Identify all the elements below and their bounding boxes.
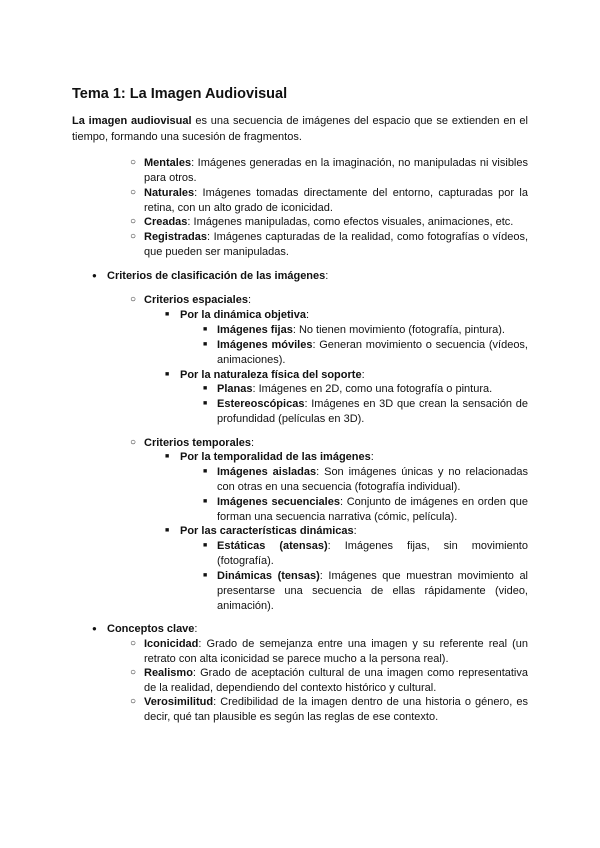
square-bullet-icon: ■: [165, 453, 170, 460]
page-title: Tema 1: La Imagen Audiovisual: [72, 86, 288, 102]
item-term: Criterios espaciales: [144, 294, 248, 306]
item-term: Por las características dinámicas: [180, 525, 354, 537]
item-text: : Imágenes capturadas de la realidad, como fotografías o vídeos, que pueden ser manipuladas.: [144, 231, 528, 258]
square-bullet-icon: ■: [203, 400, 208, 407]
list-item: [203, 539, 528, 569]
item-text: :: [325, 270, 329, 282]
list-item: [203, 323, 528, 338]
square-bullet-icon: ■: [203, 385, 208, 392]
item-term: Dinámicas (tensas): [217, 570, 320, 582]
item-term: Mentales: [144, 157, 192, 169]
item-text: : Grado de aceptación cultural de una imagen como representativa de la realidad, dependiendo del contexto histórico y cultural.: [144, 667, 528, 694]
item-term: Verosimilitud: [144, 696, 214, 708]
square-bullet-icon: ■: [165, 371, 170, 378]
item-text: :: [247, 294, 252, 306]
item-text: : Imágenes en 2D, como una fotografía o pintura.: [252, 383, 493, 395]
item-text: : Generan movimiento o secuencia (vídeos, animaciones).: [217, 339, 528, 366]
item-text: : Credibilidad de la imagen dentro de una historia o género, es decir, qué tan plausible es según las reglas de ese contexto.: [144, 696, 528, 723]
intro-text: es una secuencia de imágenes del espacio que se extienden en el tiempo, formando una sucesión de fragmentos.: [72, 115, 528, 143]
list-item: [165, 368, 528, 383]
list-item: [130, 436, 528, 451]
item-text: : Conjunto de imágenes en orden que forman una secuencia narrativa (cómic, película).: [217, 496, 529, 523]
list-item: [92, 269, 528, 284]
disc-bullet-icon: ●: [92, 624, 97, 633]
list-item: [130, 293, 528, 308]
item-term: Por la naturaleza física del soporte: [180, 369, 362, 381]
item-text: : Imágenes tomadas directamente del entorno, capturadas por la retina, con un alto grado de iconicidad.: [144, 187, 528, 214]
square-bullet-icon: ■: [165, 527, 170, 534]
item-text: : Imágenes manipuladas, como efectos visuales, animaciones, etc.: [187, 216, 514, 228]
item-term: Imágenes móviles: [217, 339, 313, 351]
item-term: Conceptos clave: [107, 623, 195, 635]
square-bullet-icon: ■: [203, 468, 208, 475]
list-item: [130, 230, 528, 260]
list-item: [130, 215, 528, 230]
list-item: [165, 450, 528, 465]
square-bullet-icon: ■: [203, 542, 208, 549]
list-item: [165, 308, 528, 323]
item-term: Imágenes aisladas: [217, 466, 317, 478]
item-term: Creadas: [144, 216, 188, 228]
item-term: Iconicidad: [144, 638, 199, 650]
item-text: : No tienen movimiento (fotografía, pintura).: [292, 324, 505, 336]
circle-bullet-icon: ○: [130, 667, 137, 678]
item-text: :: [353, 525, 357, 537]
circle-bullet-icon: ○: [130, 157, 137, 168]
circle-bullet-icon: ○: [130, 187, 137, 198]
circle-bullet-icon: ○: [130, 638, 137, 649]
list-item: [203, 338, 528, 368]
list-item: [130, 695, 528, 725]
item-text: : Imágenes generadas en la imaginación, no manipuladas ni visibles para otros.: [144, 157, 528, 184]
list-item: [203, 397, 528, 427]
item-term: Registradas: [144, 231, 207, 243]
list-item: [92, 622, 528, 637]
square-bullet-icon: ■: [165, 311, 170, 318]
item-text: :: [361, 369, 365, 381]
list-item: [203, 495, 529, 525]
list-item: [130, 666, 528, 696]
item-text: : Imágenes que muestran movimiento al presentarse una secuencia de ellas rápidamente (video, animación).: [217, 570, 528, 612]
item-term: Estereoscópicas: [217, 398, 305, 410]
item-term: Por la temporalidad de las imágenes: [180, 451, 371, 463]
item-term: Por la dinámica objetiva: [180, 309, 306, 321]
disc-bullet-icon: ●: [92, 271, 97, 280]
circle-bullet-icon: ○: [130, 231, 137, 242]
item-term: Naturales: [144, 187, 195, 199]
circle-bullet-icon: ○: [130, 437, 137, 448]
item-term: Criterios de clasificación de las imágenes: [107, 270, 326, 282]
square-bullet-icon: ■: [203, 341, 208, 348]
square-bullet-icon: ■: [203, 326, 208, 333]
item-term: Estáticas (atensas): [217, 540, 328, 552]
circle-bullet-icon: ○: [130, 696, 137, 707]
item-text: :: [194, 623, 198, 635]
item-text: : Imágenes fijas, sin movimiento (fotografía).: [217, 540, 528, 567]
item-term: Imágenes fijas: [217, 324, 293, 336]
list-item: [203, 569, 528, 613]
list-item: [203, 465, 528, 495]
item-text: :: [370, 451, 374, 463]
item-text: : Imágenes en 3D que crean la sensación de profundidad (películas en 3D).: [217, 398, 528, 425]
square-bullet-icon: ■: [203, 572, 208, 579]
item-text: : Grado de semejanza entre una imagen y su referente real (un retrato con alta iconicidad se parece mucho a la persona real).: [144, 638, 528, 665]
circle-bullet-icon: ○: [130, 294, 137, 305]
item-text: : Son imágenes únicas y no relacionadas con otras en una secuencia (fotografía individual).: [217, 466, 528, 493]
item-term: Realismo: [144, 667, 193, 679]
item-text: :: [250, 437, 255, 449]
list-item: [165, 524, 528, 539]
list-item: [130, 186, 528, 216]
intro-term: La imagen audiovisual: [72, 115, 192, 127]
list-item: [130, 156, 528, 186]
list-item: [130, 637, 528, 667]
item-term: Planas: [217, 383, 253, 395]
item-term: Imágenes secuenciales: [217, 496, 340, 508]
intro-paragraph: [72, 114, 528, 145]
item-term: Criterios temporales: [144, 437, 251, 449]
item-text: :: [305, 309, 309, 321]
list-item: [203, 382, 528, 397]
square-bullet-icon: ■: [203, 498, 208, 505]
circle-bullet-icon: ○: [130, 216, 137, 227]
